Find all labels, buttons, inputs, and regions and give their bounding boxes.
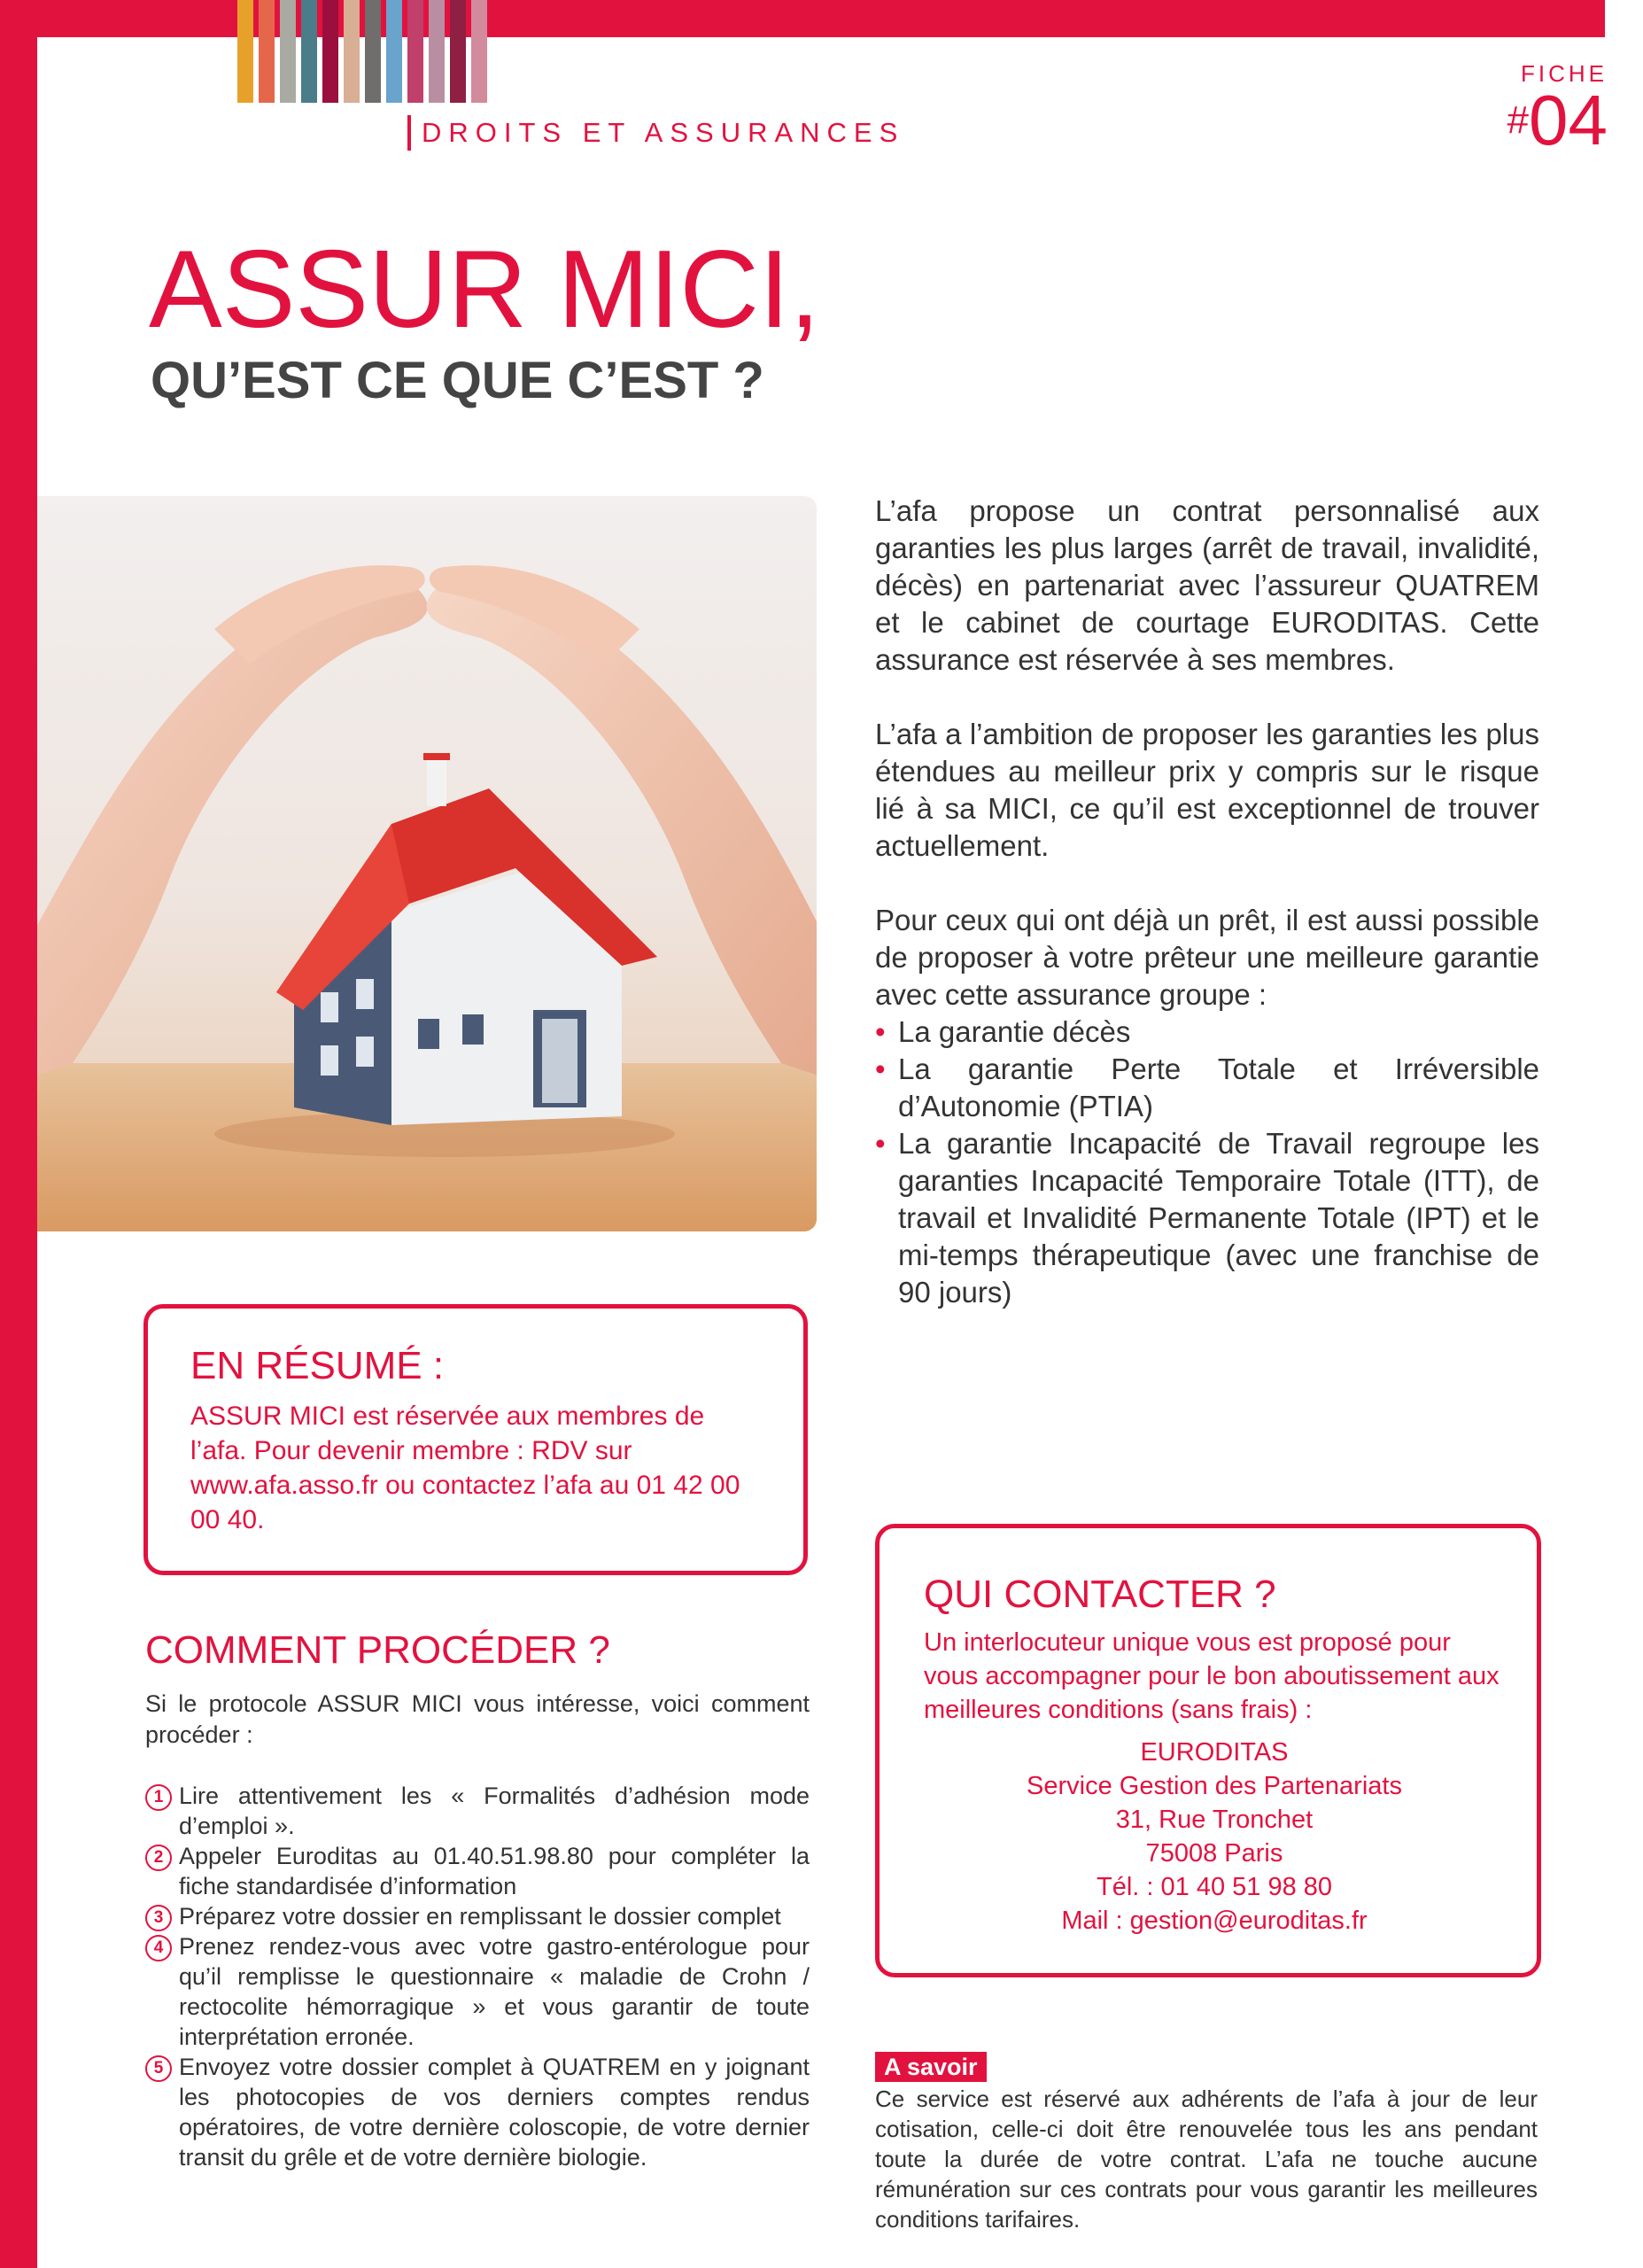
step-number: 5 <box>145 2055 172 2082</box>
step-text: Envoyez votre dossier complet à QUATREM en y joignant les photocopies de vos derniers comptes rendus opératoires, de votre dernière coloscopie, de votre dernier transit du grêle et de votre dernière biologie. <box>179 2054 810 2171</box>
contact-street: 31, Rue Tronchet <box>1115 1806 1314 1834</box>
contact-intro: Un interlocuteur unique vous est proposé pour vous accompagner pour le bon aboutissement aux meilleures conditions (sans frais) : <box>924 1628 1500 1724</box>
color-strip <box>237 0 253 103</box>
fiche-number <box>1507 81 1608 159</box>
step-number: 4 <box>145 1935 172 1961</box>
fiche-label: FICHE <box>1521 60 1608 87</box>
contact-city: 75008 Paris <box>1145 1839 1283 1868</box>
page-subtitle: QU’EST CE QUE C’EST ? <box>151 352 764 409</box>
color-strip <box>322 0 338 103</box>
intro-paragraph-1: L’afa propose un contrat personnalisé aux garanties les plus larges (arrêt de travail, invalidité, décès) en partenariat avec l’assureur QUATREM et le cabinet de courtage EURODITAS. Cette assurance est réservée à ses membres. <box>875 494 1539 676</box>
fiche-hash: # <box>1507 98 1530 142</box>
contact-phone: Tél. : 01 40 51 98 80 <box>1096 1873 1333 1901</box>
step-text: Lire attentivement les « Formalités d’adhésion mode d’emploi ». <box>179 1783 810 1839</box>
summary-box <box>143 1304 808 1575</box>
procedure-step <box>145 1931 810 2052</box>
color-strip <box>301 0 317 103</box>
step-text: Prenez rendez-vous avec votre gastro-entérologue pour qu’il remplisse le questionnaire « maladie de Crohn / rectocolite hémorragique » et vous garantir de toute interprétation erronée. <box>179 1933 810 2050</box>
step-number: 1 <box>145 1784 172 1811</box>
section-label: DROITS ET ASSURANCES <box>422 117 905 148</box>
color-strip <box>407 0 423 103</box>
contact-mail: Mail : gestion@euroditas.fr <box>1061 1907 1368 1935</box>
contact-box <box>875 1524 1541 1977</box>
intro-paragraph-3: Pour ceux qui ont déjà un prêt, il est aussi possible de proposer à votre prêteur une meilleure garantie avec cette assurance groupe : <box>875 904 1539 1011</box>
contact-address <box>924 1736 1505 1938</box>
contact-company: EURODITAS <box>1140 1738 1289 1767</box>
procedure-section <box>145 1628 810 2172</box>
list-item: • La garantie décès <box>875 1014 1539 1051</box>
intro-text-column <box>875 493 1539 1311</box>
a-savoir-badge: A savoir <box>875 2052 987 2082</box>
hands-house-photo <box>37 496 817 1231</box>
guarantee-list <box>875 1014 1539 1311</box>
color-strip <box>259 0 275 103</box>
procedure-intro: Si le protocole ASSUR MICI vous intéresse, voici comment procéder : <box>145 1690 810 1748</box>
color-strip <box>280 0 296 103</box>
side-section-label-text: DROITS ET ASSURANCES <box>6 1720 35 2264</box>
summary-text: ASSUR MICI est réservée aux membres de l’afa. Pour devenir membre : RDV sur www.afa.asso.fr ou contactez l’afa au 01 42 00 00 40. <box>190 1402 740 1534</box>
step-number: 3 <box>145 1905 172 1931</box>
list-item: • La garantie Incapacité de Travail regroupe les garanties Incapacité Temporaire Totale (ITT), de travail et Invalidité Permanente Totale (IPT) et le mi-temps thérapeutique (avec une franchise de 90 jours) <box>875 1125 1539 1311</box>
procedure-step <box>145 1781 810 1841</box>
color-strip <box>365 0 381 103</box>
header-rule <box>407 115 411 151</box>
color-strip <box>471 0 487 103</box>
procedure-step <box>145 1841 810 1901</box>
color-strip <box>344 0 360 103</box>
color-strip <box>386 0 402 103</box>
a-savoir-text: Ce service est réservé aux adhérents de l’afa à jour de leur cotisation, celle-ci doit être renouvelée tous les ans pendant toute la durée de votre contrat. L’afa ne touche aucune rémunération sur ces contrats pour vous garantir les meilleures conditions tarifaires. <box>875 2085 1538 2233</box>
procedure-step <box>145 1901 810 1931</box>
step-text: Appeler Euroditas au 01.40.51.98.80 pour compléter la fiche standardisée d’information <box>179 1843 810 1899</box>
page-title: ASSUR MICI, <box>149 229 820 351</box>
side-section-label <box>5 1720 67 2264</box>
summary-title: EN RÉSUMÉ : <box>190 1344 445 1387</box>
contact-department: Service Gestion des Partenariats <box>1027 1772 1402 1800</box>
step-number: 2 <box>145 1845 172 1871</box>
contact-title: QUI CONTACTER ? <box>924 1573 1276 1616</box>
fiche-number-value: 04 <box>1529 81 1608 159</box>
procedure-step <box>145 2052 810 2172</box>
intro-paragraph-2: L’afa a l’ambition de proposer les garanties les plus étendues au meilleur prix y compris sur le risque lié à sa MICI, ce qu’il est exceptionnel de trouver actuellement. <box>875 718 1539 862</box>
procedure-title: COMMENT PROCÉDER ? <box>145 1628 610 1672</box>
list-item: • La garantie Perte Totale et Irréversible d’Autonomie (PTIA) <box>875 1051 1539 1125</box>
color-strip <box>450 0 466 103</box>
color-strip <box>429 0 445 103</box>
step-text: Préparez votre dossier en remplissant le dossier complet <box>179 1903 781 1930</box>
